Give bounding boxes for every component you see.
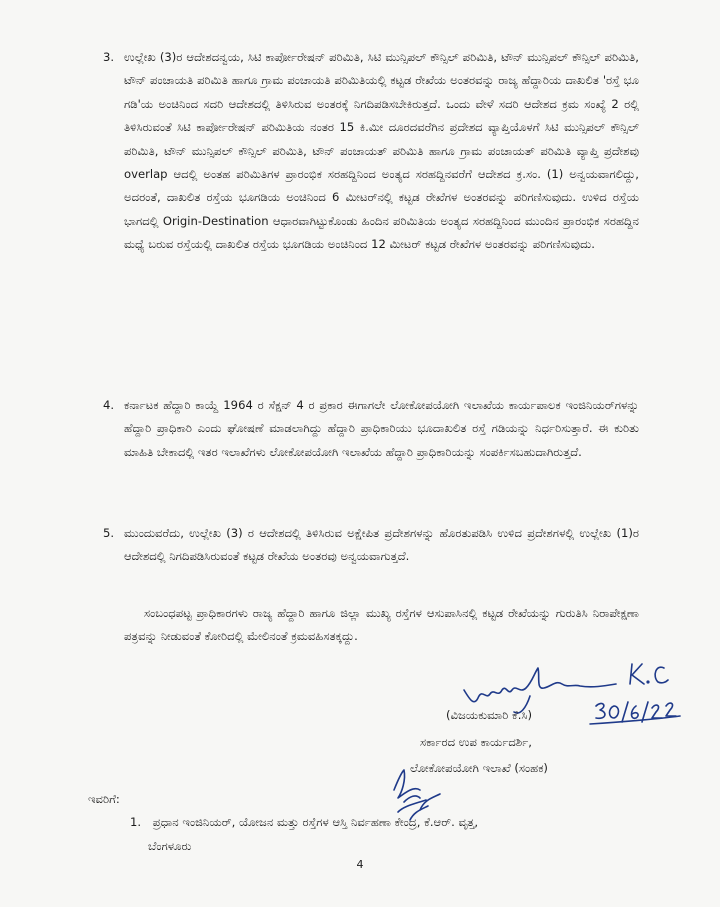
recipient-item xyxy=(130,813,478,831)
paragraph-5: ಮುಂದುವರೆದು, ಉಲ್ಲೇಖ (3) ರ ಆದೇಶದಲ್ಲಿ ತಿಳಿಸಿರುವ ಅಕ್ಷೇಪಿತ ಪ್ರದೇಶಗಳನ್ನು ಹೊರತುಪಡಿಸಿ ಉಳಿದ ಪ್ರದೇಶಗಳಲ್ಲಿ ಉಲ್ಲೇಖ (1)ರ ಆದೇಶದಲ್ಲಿ ನಿಗದಿಪಡಿಸಿರುವಂತೆ ಕಟ್ಟಡ ರೇಖೆಯ ಅಂತರವು ಅನ್ವಯವಾಗುತ್ತದೆ. xyxy=(124,526,639,564)
paragraph-number-4: 4. xyxy=(103,398,115,412)
recipient-text-line2: ಬೆಂಗಳೂರು xyxy=(148,839,192,853)
paragraph-4: ಕರ್ನಾಟಕ ಹೆದ್ದಾರಿ ಕಾಯ್ದೆ 1964 ರ ಸೆಕ್ಷನ್ 4 ರ ಪ್ರಕಾರ ಈಗಾಗಲೇ ಲೋಕೋಪಯೋಗಿ ಇಲಾಖೆಯ ಕಾರ್ಯಪಾಲಕ ಇಂಜಿನಿಯರ್‌ಗಳನ್ನು ಹೆದ್ದಾರಿ ಪ್ರಾಧಿಕಾರಿ ಎಂದು ಘೋಷಣೆ ಮಾಡಲಾಗಿದ್ದು ಹೆದ್ದಾರಿ ಪ್ರಾಧಿಕಾರಿಯು ಭೂದಾಖಲಿತ ರಸ್ತೆ ಗಡಿಯನ್ನು ನಿರ್ಧರಿಸುತ್ತಾರೆ. ಈ ಕುರಿತು ಮಾಹಿತಿ ಬೇಕಾದಲ್ಲಿ ಇತರ ಇಲಾಖೆಗಳು ಲೋಕೋಪಯೋಗಿ ಇಲಾಖೆಯ ಹೆದ್ದಾರಿ ಪ್ರಾಧಿಕಾರಿಯನ್ನು ಸಂಪರ್ಕಿಸಬಹುದಾಗಿರುತ್ತದೆ. xyxy=(124,398,639,459)
recipient-text: ಪ್ರಧಾನ ಇಂಜಿನಿಯರ್, ಯೋಜನ ಮತ್ತು ರಸ್ತೆಗಳ ಆಸ್ತಿ ನಿರ್ವಹಣಾ ಕೇಂದ್ರ, ಕೆ.ಆರ್. ವೃತ್ತ, xyxy=(152,815,479,829)
paragraph-3: ಉಲ್ಲೇಖ (3)ರ ಆದೇಶದನ್ವಯ, ಸಿಟಿ ಕಾರ್ಪೋರೇಷನ್ ಪರಿಮಿತಿ, ಸಿಟಿ ಮುನ್ಸಿಪಲ್ ಕೌನ್ಸಿಲ್ ಪರಿಮಿತಿ, ಟೌನ್ ಮುನ್ಸಿಪಲ್ ಕೌನ್ಸಿಲ್ ಪರಿಮಿತಿ, ಟೌನ್ ಪಂಚಾಯತಿ ಪರಿಮಿತಿ ಹಾಗೂ ಗ್ರಾಮ ಪಂಚಾಯತಿ ಪರಿಮಿತಿಯಲ್ಲಿ ಕಟ್ಟಡ ರೇಖೆಯ ಅಂತರವನ್ನು ರಾಜ್ಯ ಹೆದ್ದಾರಿಯ ದಾಖಲಿತ 'ರಸ್ತೆ ಭೂ ಗಡಿ'ಯ ಅಂಚಿನಿಂದ ಸದರಿ ಆದೇಶದಲ್ಲಿ ತಿಳಿಸಿರುವ ಅಂತರಕ್ಕೆ ನಿಗದಿಪಡಿಸಬೇಕಿರುತ್ತದೆ. ಒಂದು ವೇಳೆ ಸದರಿ ಆದೇಶದ ಕ್ರಮ ಸಂಖ್ಯೆ 2 ರಲ್ಲಿ ತಿಳಿಸಿರುವಂತೆ ಸಿಟಿ ಕಾರ್ಪೋರೇಷನ್ ಪರಿಮಿತಿಯ ನಂತರ 15 ಕಿ.ಮೀ ದೂರದವರೆಗಿನ ಪ್ರದೇಶದ ವ್ಯಾಪ್ತಿಯೊಳಗೆ ಸಿಟಿ ಮುನ್ಸಿಪಲ್ ಕೌನ್ಸಿಲ್ ಪರಿಮಿತಿ, ಟೌನ್ ಮುನ್ಸಿಪಲ್ ಕೌನ್ಸಿಲ್ ಪರಿಮಿತಿ, ಟೌನ್ ಪಂಚಾಯತ್ ಪರಿಮಿತಿ ಹಾಗೂ ಗ್ರಾಮ ಪಂಚಾಯತ್ ಪರಿಮಿತಿ ವ್ಯಾಪ್ತಿ ಪ್ರದೇಶವು overlap ಆದಲ್ಲಿ ಅಂತಹ ಪರಿಮಿತಿಗಳ ಪ್ರಾರಂಭಿಕ ಸರಹದ್ದಿನಿಂದ ಅಂತ್ಯದ ಸರಹದ್ದಿನವರೆಗೆ ಆದೇಶದ ಕ್ರ.ಸಂ. (1) ಅನ್ವಯವಾಗಲಿದ್ದು, ಅದರಂತೆ, ದಾಖಲಿತ ರಸ್ತೆಯ ಭೂಗಡಿಯ ಅಂಚಿನಿಂದ 6 ಮೀಟರ್‌ನಲ್ಲಿ ಕಟ್ಟಡ ರೇಖೆಗಳ ಅಂತರವನ್ನು ಪರಿಗಣಿಸುವುದು. ಉಳಿದ ರಸ್ತೆಯ ಭಾಗದಲ್ಲಿ Origin-Destination ಆಧಾರವಾಗಿಟ್ಟುಕೊಂಡು ಹಿಂದಿನ ಪರಿಮಿತಿಯ ಅಂತ್ಯದ ಸರಹದ್ದಿನಿಂದ ಮುಂದಿನ ಪ್ರಾರಂಭಿಕ ಸರಹದ್ದಿನ ಮಧ್ಯೆ ಬರುವ ರಸ್ತೆಯಲ್ಲಿ ದಾಖಲಿತ ರಸ್ತೆಯ ಭೂಗಡಿಯ ಅಂಚಿನಿಂದ 12 ಮೀಟರ್ ಕಟ್ಟಡ ರೇಖೆಗಳ ಅಂತರವನ್ನು ಪರಿಗಣಿಸುವುದು. xyxy=(124,50,639,252)
signatory-department: ಲೋಕೋಪಯೋಗಿ ಇಲಾಖೆ (ಸಂಹಕ) xyxy=(410,761,548,775)
closing-paragraph: ಸಂಬಂಧಪಟ್ಟ ಪ್ರಾಧಿಕಾರಗಳು ರಾಜ್ಯ ಹೆದ್ದಾರಿ ಹಾಗೂ ಜಿಲ್ಲಾ ಮುಖ್ಯ ರಸ್ತೆಗಳ ಆಸುಪಾಸಿನಲ್ಲಿ ಕಟ್ಟಡ ರೇಖೆಯನ್ನು ಗುರುತಿಸಿ ನಿರಾಪೇಕ್ಷಣಾ ಪತ್ರವನ್ನು ನೀಡುವಂತೆ ಕೋರಿದಲ್ಲಿ ಮೇಲಿನಂತೆ ಕ್ರಮವಹಿಸತಕ್ಕದ್ದು. xyxy=(124,606,639,644)
paragraph-number-5: 5. xyxy=(103,526,115,540)
recipients-label: ಇವರಿಗೆ: xyxy=(88,792,120,806)
recipient-number: 1. xyxy=(130,815,142,829)
signatory-name: (ವಿಜಯಕುಮಾರಿ ಕೆ.ಸಿ) xyxy=(446,708,533,722)
page-number: 4 xyxy=(356,858,364,871)
paragraph-number-3: 3. xyxy=(103,50,115,64)
signatory-title: ಸರ್ಕಾರದ ಉಪ ಕಾರ್ಯದರ್ಶಿ, xyxy=(420,735,532,749)
